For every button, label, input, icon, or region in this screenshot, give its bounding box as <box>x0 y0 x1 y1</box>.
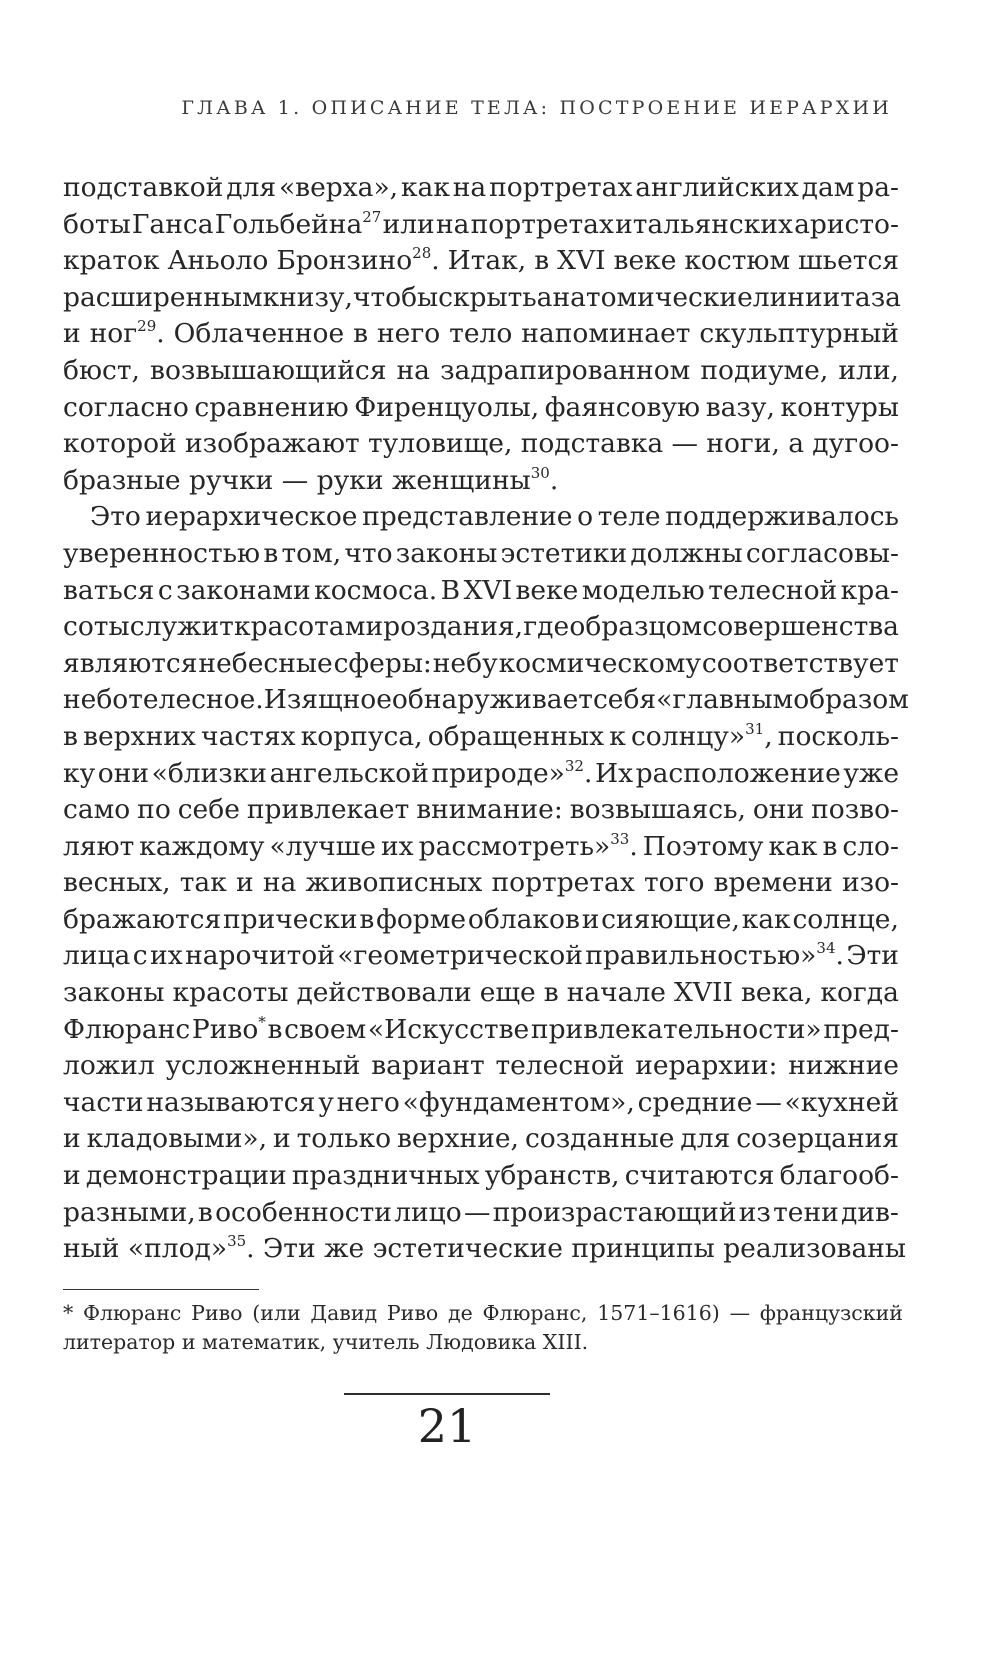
word: французский <box>759 1301 903 1325</box>
word: для <box>226 172 277 203</box>
text-line <box>63 609 899 646</box>
word: XVI <box>463 574 513 606</box>
word: ног$^{29}$. <box>89 317 165 350</box>
word: изображают <box>185 428 360 460</box>
footnote-line <box>63 1299 903 1328</box>
word: подиуме, <box>700 354 829 386</box>
footnote-marker: 35 <box>227 1232 247 1251</box>
word: линии <box>752 281 841 313</box>
word: верхних <box>83 720 196 752</box>
word: кра- <box>840 574 899 606</box>
word: о <box>577 501 594 533</box>
word: веке <box>613 245 677 277</box>
word: «плод»$^{35}$. <box>127 1232 255 1265</box>
word: посколь- <box>777 720 899 752</box>
word: в <box>822 830 838 862</box>
text-line <box>63 1012 899 1049</box>
word: где <box>523 611 570 643</box>
footnote-marker: 32 <box>564 756 584 775</box>
word: аристо- <box>794 208 899 240</box>
word: в <box>197 1196 213 1228</box>
footnote-marker: 30 <box>530 463 550 482</box>
word: Риво <box>386 1301 439 1325</box>
word: как <box>768 830 818 862</box>
word: внимание: <box>416 794 563 826</box>
text-line <box>63 353 899 390</box>
word: каждому <box>139 830 265 862</box>
word: ный <box>63 1233 120 1265</box>
word: изо- <box>841 867 899 899</box>
word: реализованы <box>723 1233 907 1265</box>
footnote-marker: 27 <box>362 207 382 226</box>
word: боты <box>63 208 131 240</box>
word: и <box>63 1123 81 1155</box>
word: нарочитой <box>185 940 335 972</box>
text-line <box>63 536 899 573</box>
text-line <box>63 1048 899 1085</box>
word: они <box>752 794 805 826</box>
text-line <box>63 1085 899 1122</box>
word: или, <box>838 354 899 386</box>
word: правильностью»$^{34}$. <box>585 939 844 972</box>
paragraph-2 <box>63 499 909 1267</box>
word: и <box>273 1123 291 1155</box>
word: эстетические <box>372 1233 563 1265</box>
word: — <box>671 428 698 460</box>
word: которой <box>63 428 177 460</box>
word: на <box>452 172 487 203</box>
text-line <box>63 792 899 829</box>
word: Давид <box>310 1301 378 1325</box>
word: с <box>132 940 148 972</box>
word: небо <box>63 684 129 716</box>
word: ложил <box>63 1050 155 1082</box>
footnote-marker: 34 <box>816 939 836 958</box>
word: обращенных <box>427 720 605 752</box>
text-line <box>63 938 899 975</box>
word: усложненный <box>165 1050 361 1082</box>
word: только <box>296 1123 392 1155</box>
word: когда <box>820 977 899 1009</box>
word: сферы: <box>333 647 432 679</box>
word: соты <box>63 611 130 643</box>
word: с <box>157 574 173 606</box>
word: созерцания <box>736 1123 899 1155</box>
word: том, <box>281 537 342 569</box>
word: «лучше <box>269 830 376 862</box>
footnote-marker: 31 <box>745 719 765 738</box>
word: чтобы <box>352 281 439 313</box>
text-line <box>63 316 899 353</box>
word: должны <box>630 537 743 569</box>
word: сравнению <box>194 391 349 423</box>
word: форме <box>376 903 467 935</box>
word: так <box>179 867 227 899</box>
word: разными, <box>63 1196 196 1228</box>
word: созданные <box>524 1123 675 1155</box>
word: «геометрической <box>337 940 583 972</box>
word: подставкой <box>63 172 224 203</box>
word: верхние, <box>397 1123 519 1155</box>
word: руки <box>316 464 384 496</box>
text-line <box>63 1121 899 1158</box>
word: весных, <box>63 867 171 899</box>
word: и <box>63 318 81 350</box>
word: де <box>448 1301 473 1325</box>
word: века, <box>740 977 813 1009</box>
word: моделью <box>581 574 705 606</box>
word: возвышающийся <box>150 354 387 386</box>
word: * <box>63 1301 74 1325</box>
word: благооб- <box>779 1160 899 1192</box>
word: Флюранс, <box>482 1301 588 1325</box>
footnote-rule <box>63 1289 259 1290</box>
word: В <box>440 574 461 606</box>
word: книзу, <box>262 281 353 313</box>
text-line <box>63 280 899 317</box>
word: и <box>63 1160 81 1192</box>
word: средние <box>637 1086 753 1118</box>
word: считаются <box>624 1160 775 1192</box>
word: Облаченное <box>173 318 345 350</box>
word: ваться <box>63 574 155 606</box>
word: «близки <box>151 757 267 789</box>
word: ра- <box>857 172 899 203</box>
footnote-marker: 33 <box>610 829 630 848</box>
word: совершенства <box>702 611 899 643</box>
word: прически <box>223 903 358 935</box>
word: своем <box>284 1013 367 1045</box>
word: контуры <box>780 391 899 423</box>
word: Риво* <box>191 1012 266 1045</box>
word: дугоо- <box>812 428 899 460</box>
word: служит <box>129 611 234 643</box>
text-line <box>63 499 899 536</box>
word: Аньоло <box>167 245 269 277</box>
footnote-marker: * <box>258 1012 266 1031</box>
word: солнцу»$^{31}$, <box>630 719 773 752</box>
word: по <box>137 794 171 826</box>
word: женщины$^{30}$. <box>391 463 559 496</box>
word: Риво <box>191 1301 243 1325</box>
word: Эти <box>263 1233 316 1265</box>
word: как <box>741 903 791 935</box>
word: того <box>643 867 705 899</box>
word: для <box>680 1123 731 1155</box>
word: расположение <box>635 757 841 789</box>
text-line <box>63 463 899 500</box>
word: облаков <box>467 903 580 935</box>
text-line <box>63 243 899 280</box>
word: портретах <box>489 172 633 203</box>
word: праздничных <box>291 1160 480 1192</box>
word: в <box>353 318 369 350</box>
text-line <box>63 426 899 463</box>
word: красота <box>234 611 345 643</box>
word: они <box>97 757 150 789</box>
page-number-rule <box>344 1393 550 1395</box>
word: телесной <box>708 574 838 606</box>
word: на <box>435 208 470 240</box>
word: него <box>377 318 441 350</box>
footnote-line: литератор и математик, учитель Людовика XIII. <box>63 1330 589 1354</box>
word: сло- <box>842 830 899 862</box>
word: ручки <box>189 464 274 496</box>
text-line <box>63 646 899 683</box>
word: анатомические <box>536 281 753 313</box>
word: же <box>324 1233 365 1265</box>
word: тело <box>449 318 513 350</box>
word: скрыть <box>438 281 537 313</box>
word: сияющие, <box>601 903 740 935</box>
text-line <box>63 573 899 610</box>
text-line <box>63 756 899 793</box>
word: мироздания, <box>344 611 524 643</box>
word: поддерживалось <box>665 501 899 533</box>
word: законами <box>176 574 311 606</box>
text-line <box>63 207 899 244</box>
word: задрапированном <box>440 354 691 386</box>
word: «Искусстве <box>367 1013 530 1045</box>
word: Это <box>90 501 141 533</box>
word: законы <box>63 977 165 1009</box>
word: кладовыми», <box>86 1123 268 1155</box>
word: принципы <box>571 1233 715 1265</box>
word: особенности <box>215 1196 392 1228</box>
word: — <box>755 1086 782 1118</box>
word: привлекает <box>246 794 410 826</box>
word: бражаются <box>63 903 222 935</box>
word: дам <box>801 172 855 203</box>
word: демонстрации <box>85 1160 287 1192</box>
word: живописных <box>305 867 483 899</box>
page-number: 21 <box>417 1399 477 1453</box>
word: вариант <box>371 1050 485 1082</box>
word: космическому <box>498 647 701 679</box>
word: «главным <box>656 684 794 716</box>
word: в <box>263 537 279 569</box>
word: Флюранс <box>83 1301 182 1325</box>
word: солнце, <box>792 903 899 935</box>
word: космоса. <box>314 574 438 606</box>
word: корпуса, <box>300 720 423 752</box>
footnote <box>63 1299 903 1357</box>
word: уже <box>843 757 899 789</box>
word: «фундаментом», <box>402 1086 635 1118</box>
word: фаянсовую <box>544 391 701 423</box>
word: начале <box>566 977 666 1009</box>
word: бразные <box>63 464 181 496</box>
word: ку <box>63 757 96 789</box>
word: еще <box>479 977 536 1009</box>
word: телесной <box>495 1050 625 1082</box>
text-line <box>63 975 899 1012</box>
word: див- <box>841 1196 899 1228</box>
word: Эти <box>846 940 899 972</box>
footnote-marker: 28 <box>412 244 432 263</box>
text-line <box>63 1195 899 1232</box>
word: времени <box>713 867 833 899</box>
word: вазу, <box>705 391 775 423</box>
word: скульптурный <box>699 318 899 350</box>
word: подставка <box>520 428 664 460</box>
word: рассмотреть»$^{33}$. <box>418 829 638 862</box>
word: XVI <box>557 245 606 277</box>
word: представление <box>362 501 573 533</box>
word: Их <box>595 757 634 789</box>
word: действовали <box>296 977 472 1009</box>
word: Бронзино$^{28}$. <box>276 244 440 277</box>
word: телесное. <box>128 684 264 716</box>
word: лицо <box>394 1196 462 1228</box>
text-line <box>63 1158 899 1195</box>
word: Изящное <box>263 684 392 716</box>
word: «кухней <box>784 1086 899 1118</box>
word: иерархическое <box>145 501 358 533</box>
word: привлекательности» <box>530 1013 822 1045</box>
word: веке <box>515 574 579 606</box>
word: из <box>738 1196 771 1228</box>
word: в <box>63 720 78 752</box>
word: а <box>788 428 804 460</box>
word: 1571–1616) <box>597 1301 720 1325</box>
word: называются <box>146 1086 316 1118</box>
word: возвышаясь, <box>569 794 746 826</box>
text-line <box>63 865 899 902</box>
word: Флюранс <box>63 1013 191 1045</box>
word: убранств, <box>484 1160 620 1192</box>
word: в <box>534 245 550 277</box>
word: Гольбейна$^{27}$ <box>214 207 382 240</box>
footnote-marker: 29 <box>137 317 157 336</box>
word: Ганса <box>131 208 214 240</box>
word: как <box>400 172 450 203</box>
word: — <box>729 1301 751 1325</box>
body-text <box>63 170 909 1268</box>
text-line <box>63 1231 907 1268</box>
word: произрастающий <box>492 1196 737 1228</box>
word: себя <box>592 684 657 716</box>
word: таза <box>840 281 901 313</box>
word: образом <box>793 684 909 716</box>
word: шьется <box>798 245 899 277</box>
word: — <box>281 464 309 496</box>
word: небу <box>432 647 498 679</box>
text-line <box>63 390 899 427</box>
word: красоты <box>172 977 289 1009</box>
word: английских <box>635 172 799 203</box>
word: себе <box>177 794 240 826</box>
word: образцом <box>569 611 703 643</box>
word: ляют <box>63 830 135 862</box>
word: портретах <box>470 208 614 240</box>
word: теле <box>597 501 661 533</box>
word: согласовы- <box>745 537 899 569</box>
word: ангельской <box>269 757 429 789</box>
word: что <box>344 537 393 569</box>
word: XVII <box>674 977 733 1009</box>
word: обнаруживает <box>391 684 593 716</box>
word: Итак, <box>447 245 527 277</box>
word: портретах <box>491 867 635 899</box>
word: Фиренцуолы, <box>354 391 540 423</box>
word: являются <box>63 647 198 679</box>
word: ноги, <box>706 428 780 460</box>
word: костюм <box>684 245 791 277</box>
word: лица <box>63 940 131 972</box>
word: краток <box>63 245 160 277</box>
word: или <box>382 208 435 240</box>
word: и <box>581 903 600 935</box>
word: эстетики <box>500 537 628 569</box>
word: частях <box>201 720 296 752</box>
word: «верха», <box>278 172 399 203</box>
text-line <box>63 719 899 756</box>
text-line <box>63 682 909 719</box>
word: тени <box>773 1196 839 1228</box>
word: бюст, <box>63 354 140 386</box>
word: на <box>396 354 430 386</box>
word: части <box>63 1086 144 1118</box>
word: туловище, <box>368 428 513 460</box>
word: на <box>262 867 297 899</box>
word: природе»$^{32}$. <box>431 756 593 789</box>
word: Поэтому <box>642 830 764 862</box>
word: их <box>381 830 414 862</box>
word: (или <box>252 1301 301 1325</box>
text-line <box>63 170 899 207</box>
text-line <box>63 829 899 866</box>
word: в <box>359 903 375 935</box>
text-line <box>63 902 899 939</box>
running-head: ГЛАВА 1. ОПИСАНИЕ ТЕЛА: ПОСТРОЕНИЕ ИЕРАРХИИ <box>181 97 892 119</box>
word: соответствует <box>701 647 899 679</box>
word: само <box>63 794 131 826</box>
word: небесные <box>198 647 333 679</box>
word: иерархии: <box>635 1050 778 1082</box>
word: законы <box>395 537 498 569</box>
word: итальянских <box>615 208 793 240</box>
word: пред- <box>823 1013 899 1045</box>
word: в <box>543 977 559 1009</box>
word: их <box>150 940 183 972</box>
word: к <box>609 720 626 752</box>
word: него <box>336 1086 400 1118</box>
word: и <box>235 867 254 899</box>
word: у <box>318 1086 334 1118</box>
word: в <box>267 1013 283 1045</box>
word: нижние <box>788 1050 899 1082</box>
word: позво- <box>811 794 899 826</box>
word: — <box>463 1196 491 1228</box>
word: уверенностью <box>63 537 261 569</box>
paragraph-1 <box>63 170 899 499</box>
word: напоминает <box>521 318 691 350</box>
word: расширенным <box>63 281 263 313</box>
word: согласно <box>63 391 189 423</box>
